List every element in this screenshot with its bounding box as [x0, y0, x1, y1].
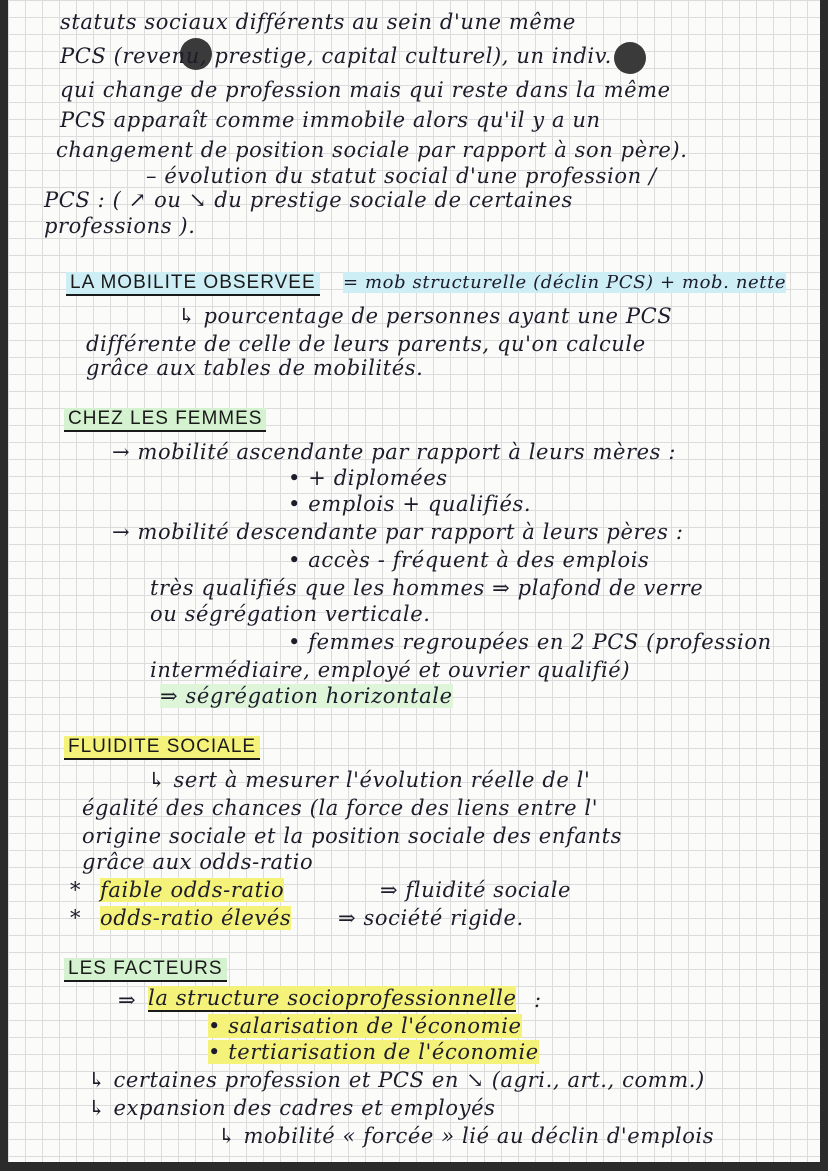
- facteurs-line-2: • salarisation de l'économie: [208, 1014, 522, 1038]
- notebook-page: [8, 0, 820, 1162]
- intro-line-2: PCS (revenu, prestige, capital culturel), un indiv.: [60, 44, 612, 68]
- fluidite-line-5: faible odds-ratio: [100, 878, 285, 902]
- femmes-line-4: → mobilité descendante par rapport à leurs pères :: [112, 520, 684, 544]
- intro-line-8: professions ).: [44, 214, 196, 238]
- femmes-line-1: → mobilité ascendante par rapport à leurs mères :: [112, 440, 677, 464]
- facteurs-line-4: ↳ certaines profession et PCS en ↘ (agri., art., comm.): [88, 1068, 705, 1092]
- femmes-line-3: • emplois + qualifiés.: [288, 492, 532, 516]
- femmes-heading: CHEZ LES FEMMES: [64, 408, 266, 432]
- fluidite-line-3: origine sociale et la position sociale des enfants: [82, 824, 622, 848]
- fluidite-line-5-rest: ⇒ fluidité sociale: [380, 878, 572, 902]
- fluidite-line-4: grâce aux odds-ratio: [82, 850, 314, 874]
- femmes-line-10: ⇒ ségrégation horizontale: [160, 684, 453, 708]
- femmes-line-8: • femmes regroupées en 2 PCS (profession: [288, 630, 772, 654]
- intro-line-1: statuts sociaux différents au sein d'une même: [60, 10, 576, 34]
- fluidite-star-2: *: [70, 906, 82, 930]
- page-edge-shadow: [0, 1162, 828, 1171]
- facteurs-heading: LES FACTEURS: [64, 958, 227, 982]
- femmes-line-6: très qualifiés que les hommes ⇒ plafond de verre: [150, 576, 704, 600]
- mobilite-line-1: ↳ pourcentage de personnes ayant une PCS: [178, 304, 673, 328]
- intro-line-3: qui change de profession mais qui reste dans la même: [60, 78, 671, 102]
- facteurs-colon: :: [534, 988, 542, 1012]
- fluidite-star-1: *: [70, 878, 82, 902]
- mobilite-heading: LA MOBILITE OBSERVEE: [66, 272, 320, 296]
- intro-line-4: PCS apparaît comme immobile alors qu'il y a un: [60, 108, 601, 132]
- facteurs-line-5: ↳ expansion des cadres et employés: [88, 1096, 496, 1120]
- intro-line-5: changement de position sociale par rapport à son père).: [56, 138, 688, 162]
- fluidite-line-1: ↳ sert à mesurer l'évolution réelle de l': [148, 768, 591, 792]
- facteurs-line-6: ↳ mobilité « forcée » lié au déclin d'emplois: [218, 1124, 715, 1148]
- fluidite-heading: FLUIDITE SOCIALE: [64, 736, 260, 760]
- mobilite-equation: = mob structurelle (déclin PCS) + mob. nette: [343, 272, 787, 293]
- fluidite-line-6-rest: ⇒ société rigide.: [338, 906, 524, 930]
- facteurs-line-1: la structure socioprofessionnelle: [148, 986, 517, 1010]
- femmes-line-5: • accès - fréquent à des emplois: [288, 548, 650, 572]
- intro-line-7: PCS : ( ↗ ou ↘ du prestige sociale de certaines: [44, 188, 573, 212]
- fluidite-line-6: odds-ratio élevés: [100, 906, 292, 930]
- femmes-line-2: • + diplomées: [288, 466, 448, 490]
- intro-line-6: – évolution du statut social d'une profession /: [146, 164, 657, 188]
- mobilite-line-3: grâce aux tables de mobilités.: [86, 356, 424, 380]
- punch-hole-right: [614, 42, 646, 74]
- femmes-line-9: intermédiaire, employé et ouvrier qualifié): [150, 658, 631, 682]
- facteurs-arrow: ⇒: [118, 988, 137, 1012]
- femmes-line-7: ou ségrégation verticale.: [150, 602, 431, 626]
- mobilite-line-2: différente de celle de leurs parents, qu'on calcule: [86, 332, 646, 356]
- facteurs-line-3: • tertiarisation de l'économie: [208, 1040, 539, 1064]
- fluidite-line-2: égalité des chances (la force des liens entre l': [82, 796, 599, 820]
